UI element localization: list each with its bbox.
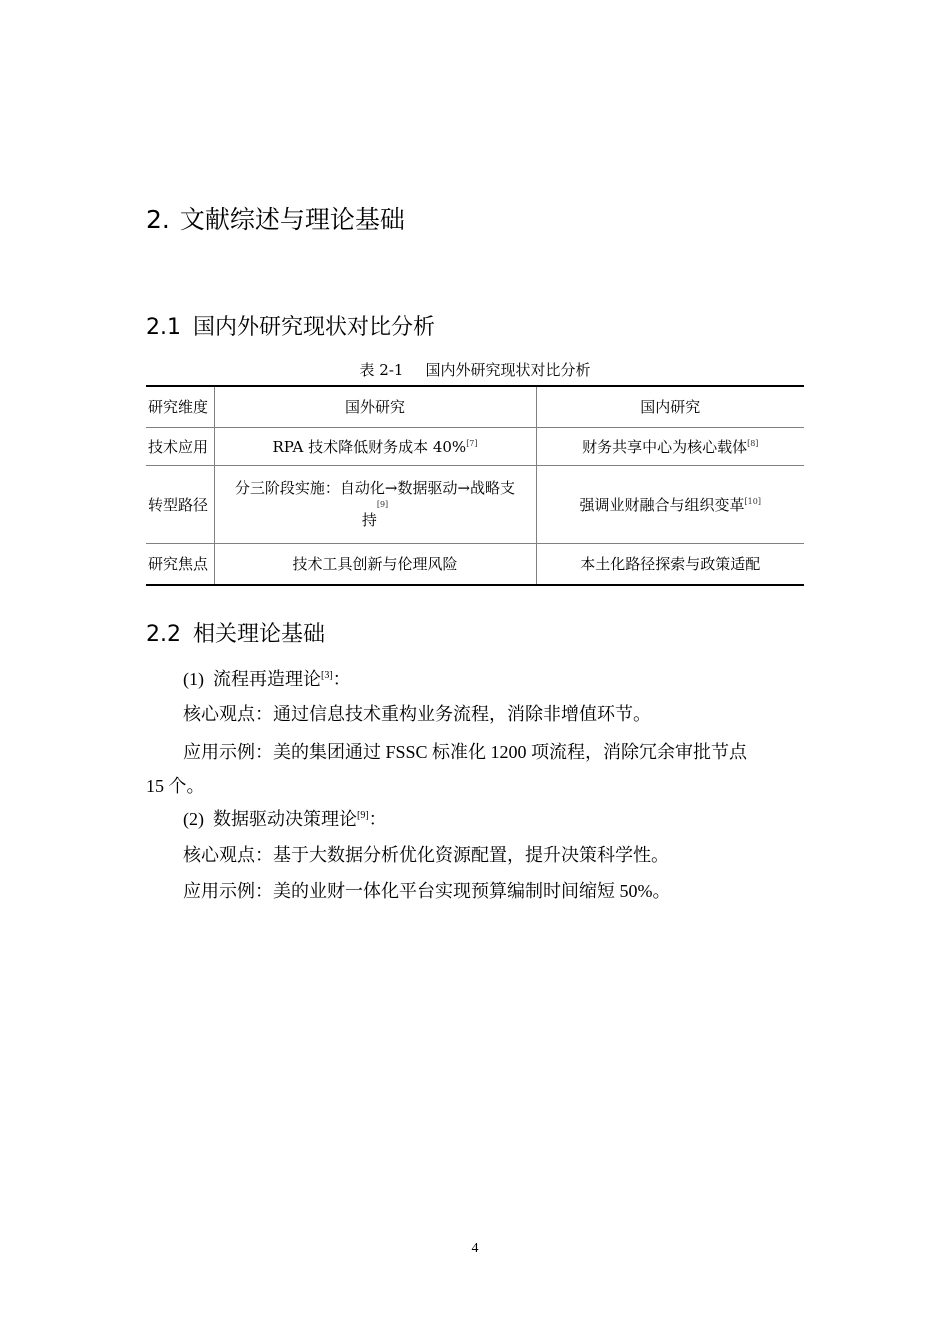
example-text: 应用示例：美的业财一体化平台实现预算编制时间缩短 50%。 xyxy=(183,881,671,901)
table-caption-number: 表 2-1 xyxy=(359,361,404,379)
table-header-cell: 国内研究 xyxy=(536,386,804,427)
chapter-number: 2. xyxy=(146,205,170,234)
citation-ref: [9] xyxy=(357,810,369,821)
theory-name: 数据驱动决策理论 xyxy=(213,809,357,829)
section-number: 2.1 xyxy=(146,315,181,340)
domestic-cell: 本土化路径探索与政策适配 xyxy=(536,543,804,585)
example-text: 应用示例：美的集团通过 FSSC 标准化 1200 项流程，消除冗余审批节点 xyxy=(183,742,748,762)
table-header-cell: 国外研究 xyxy=(214,386,536,427)
foreign-cell xyxy=(214,465,536,543)
section-title: 国内外研究现状对比分析 xyxy=(193,315,436,340)
theory-suffix: ： xyxy=(332,669,351,689)
example-text-continued: 15 个。 xyxy=(146,776,205,796)
domestic-cell xyxy=(536,465,804,543)
core-view-text: 核心观点：通过信息技术重构业务流程，消除非增值环节。 xyxy=(183,704,651,724)
table-row xyxy=(146,465,804,543)
theory-suffix: ： xyxy=(368,809,387,829)
core-view-text: 核心观点：基于大数据分析优化资源配置，提升决策科学性。 xyxy=(183,845,669,865)
table-header-row xyxy=(146,386,804,427)
page-number: 4 xyxy=(471,1241,479,1256)
foreign-cell: 技术工具创新与伦理风险 xyxy=(214,543,536,585)
citation-ref: [9] xyxy=(376,500,389,509)
citation-ref: [7] xyxy=(466,438,478,448)
cell-text: 财务共享中心为核心载体 xyxy=(582,437,748,456)
cell-text: RPA 技术降低财务成本 40% xyxy=(272,437,467,456)
theory-heading xyxy=(183,665,351,691)
chapter-title: 文献综述与理论基础 xyxy=(179,205,405,234)
foreign-cell xyxy=(214,427,536,465)
dimension-cell: 转型路径 xyxy=(146,465,214,543)
cell-text: 持 xyxy=(361,511,377,529)
dimension-cell: 研究焦点 xyxy=(146,543,214,585)
section-title: 相关理论基础 xyxy=(193,622,326,647)
table-row xyxy=(146,543,804,585)
section-heading-2-2 xyxy=(146,617,325,648)
comparison-table xyxy=(146,385,804,586)
chapter-heading xyxy=(146,200,405,236)
citation-ref: [8] xyxy=(747,438,759,448)
cell-text: 分三阶段实施：自动化→数据驱动→战略支 xyxy=(234,479,516,497)
citation-ref: [3] xyxy=(321,670,333,681)
citation-ref: [10] xyxy=(744,496,761,506)
table-row xyxy=(146,427,804,465)
dimension-cell: 技术应用 xyxy=(146,427,214,465)
section-heading-2-1 xyxy=(146,310,435,341)
theory-label: (1) xyxy=(183,669,204,689)
theory-heading xyxy=(183,805,387,831)
table-caption-title: 国内外研究现状对比分析 xyxy=(425,361,591,379)
table-header-cell: 研究维度 xyxy=(146,386,214,427)
theory-label: (2) xyxy=(183,809,204,829)
domestic-cell xyxy=(536,427,804,465)
cell-text: 强调业财融合与组织变革 xyxy=(579,495,745,514)
table-caption xyxy=(146,359,804,380)
section-number: 2.2 xyxy=(146,622,181,647)
theory-name: 流程再造理论 xyxy=(213,669,321,689)
